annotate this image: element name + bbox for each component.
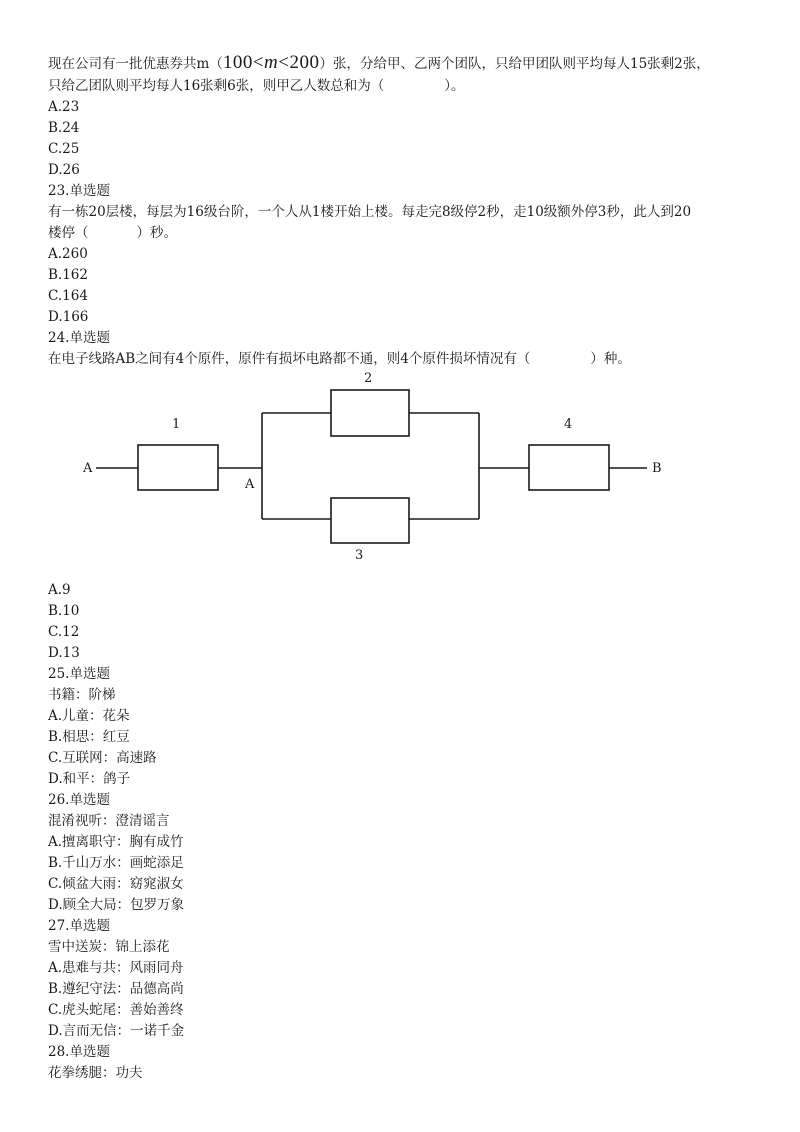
question-header: 26.单选题 (48, 792, 110, 808)
option-c: C.164 (48, 288, 88, 304)
terminal-b-label: B (652, 461, 662, 476)
q22-stem-line1 (48, 50, 768, 76)
component-1-box (138, 445, 218, 490)
option-a: A.260 (48, 246, 88, 262)
q23-stem-text: 楼停（ (48, 225, 89, 241)
option-c: C.倾盆大雨：窈窕淑女 (48, 876, 184, 892)
option-b: B.遵纪守法：品德高尚 (48, 981, 184, 997)
option-a: A.患难与共：风雨同舟 (48, 960, 184, 976)
option-d: D.13 (48, 645, 80, 661)
option-c: C.虎头蛇尾：善始善终 (48, 1002, 184, 1018)
junction-a-label: A (245, 477, 255, 492)
option-b: B.相思：红豆 (48, 729, 130, 745)
option-a: A.擅离职守：胸有成竹 (48, 834, 184, 850)
option-c: C.12 (48, 624, 80, 640)
q26-stem: 混淆视听：澄清谣言 (48, 813, 170, 829)
document-page (48, 50, 768, 1084)
option-a: A.23 (48, 99, 80, 115)
component-3-box (331, 498, 409, 543)
q25-stem: 书籍：阶梯 (48, 687, 116, 703)
math-variable: m (264, 52, 279, 73)
option-c: C.互联网：高速路 (48, 750, 157, 766)
component-2-box (331, 390, 409, 436)
question-header: 25.单选题 (48, 666, 110, 682)
q24-stem-text: ）种。 (590, 351, 631, 367)
option-d: D.26 (48, 162, 80, 178)
option-a: A.儿童：花朵 (48, 708, 130, 724)
option-b: B.24 (48, 120, 80, 136)
component-3-label: 3 (355, 548, 364, 563)
question-header: 27.单选题 (48, 918, 110, 934)
q23-stem-line1: 有一栋20层楼，每层为16级台阶，一个人从1楼开始上楼。每走完8级停2秒，走10级额外停3秒，此人到20 (48, 204, 692, 220)
component-4-label: 4 (564, 417, 573, 432)
circuit-diagram (48, 372, 768, 580)
option-b: B.千山万水：画蛇添足 (48, 855, 184, 871)
q22-inequality (223, 52, 320, 73)
component-1-label: 1 (172, 417, 181, 432)
q27-stem: 雪中送炭：锦上添花 (48, 939, 170, 955)
math-less-than: < (252, 52, 265, 73)
option-d: D.言而无信：一诺千金 (48, 1023, 185, 1039)
option-d: D.166 (48, 309, 89, 325)
question-header: 23.单选题 (48, 183, 110, 199)
option-d: D.和平：鸽子 (48, 771, 131, 787)
q22-stem-text: ）张，分给甲、乙两个团队，只给甲团队则平均每人15张剩2张， (319, 56, 710, 72)
q22-stem-line2 (48, 76, 768, 97)
option-b: B.10 (48, 603, 80, 619)
option-a: A.9 (48, 582, 71, 598)
q24-stem-text: 在电子线路AB之间有4个原件，原件有损坏电路都不通，则4个原件损坏情况有（ (48, 351, 531, 367)
option-b: B.162 (48, 267, 88, 283)
q22-stem-text: 现在公司有一批优惠券共m（ (48, 56, 223, 72)
component-4-box (529, 445, 609, 490)
terminal-a-label: A (83, 461, 93, 476)
q22-stem-text: 只给乙团队则平均每人16张剩6张，则甲乙人数总和为（ (48, 78, 385, 94)
question-header: 24.单选题 (48, 330, 110, 346)
math-lower-bound: 100 (222, 52, 253, 73)
q28-stem: 花拳绣腿：功夫 (48, 1065, 143, 1081)
q24-stem-line1 (48, 349, 768, 370)
option-c: C.25 (48, 141, 80, 157)
math-upper-bound: 200 (289, 52, 320, 73)
math-less-than: < (278, 52, 290, 73)
q23-stem-line2 (48, 223, 768, 244)
option-d: D.顾全大局：包罗万象 (48, 897, 185, 913)
q22-stem-text: ）。 (444, 78, 465, 94)
question-header: 28.单选题 (48, 1044, 110, 1060)
component-2-label: 2 (364, 372, 373, 386)
q23-stem-text: ）秒。 (136, 225, 177, 241)
